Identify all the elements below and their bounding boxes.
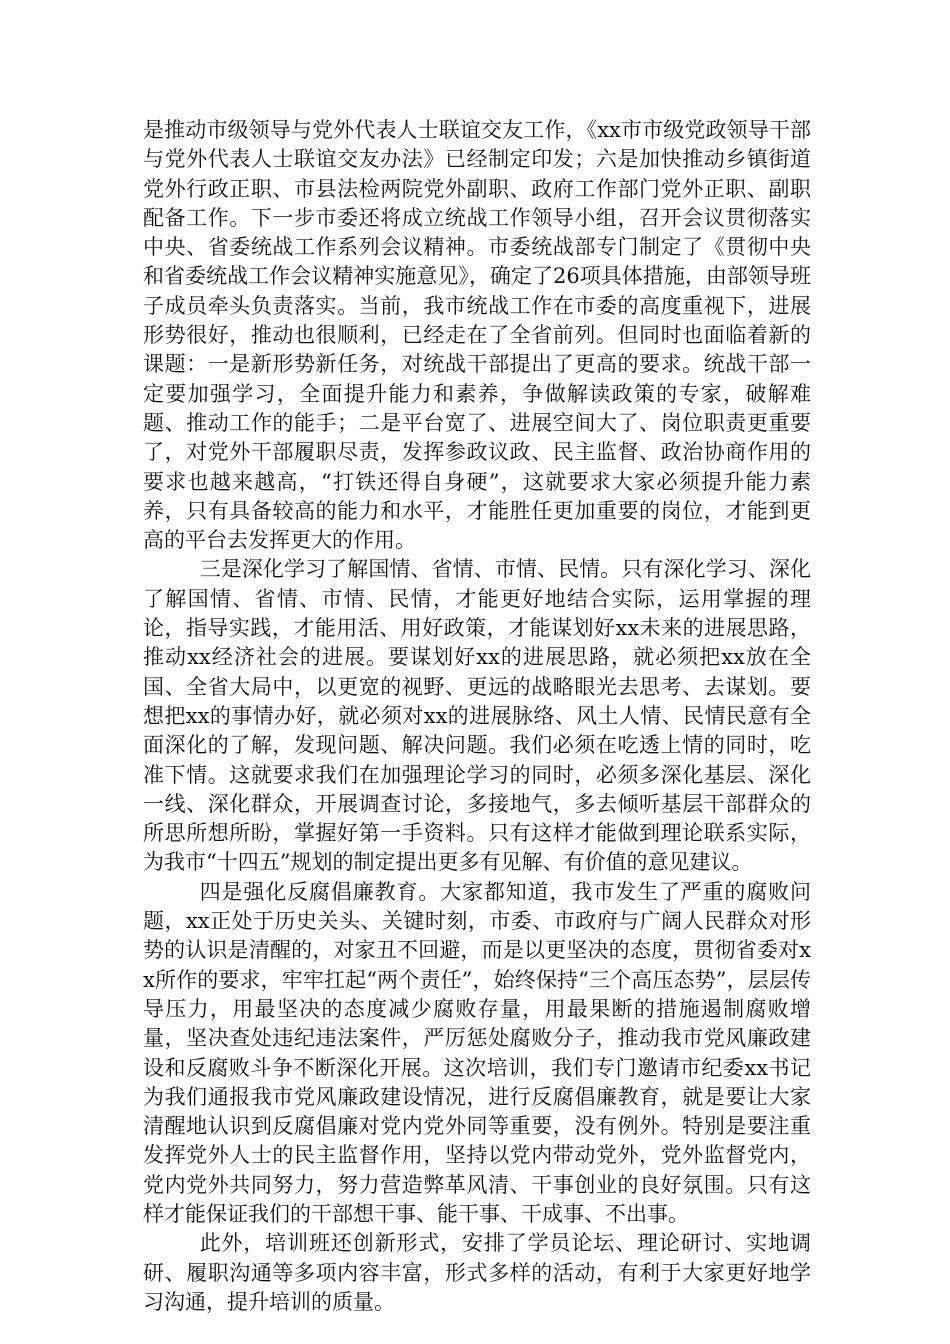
paragraph-continuation: 是推动市级领导与党外代表人士联谊交友工作，《xx市市级党政领导干部与党外代表人士联谊交友办法》已经制定印发；六是加快推动乡镇街道党外行政正职、市县法检两院党外副职、政府工作部门党外正职、副职配备工作。下一步市委还将成立统战工作领导小组，召开会议贯彻落实中央、省委统战工作系列会议精神。市委统战部专门制定了《贯彻中央和省委统战工作会议精神实施意见》，确定了26项具体措施，由部领导班子成员牵头负责落实。当前，我市统战工作在市委的高度重视下，进展形势很好，推动也很顺利，已经走在了全省前列。但同时也面临着新的课题：一是新形势新任务，对统战干部提出了更高的要求。统战干部一定要加强学习，全面提升能力和素养，争做解读政策的专家，破解难题、推动工作的能手；二是平台宽了、进展空间大了、岗位职责更重要了，对党外干部履职尽责，发挥参政议政、民主监督、政治协商作用的要求也越来越高，“打铁还得自身硬”，这就要求大家必须提升能力素养，只有具备较高的能力和水平，才能胜任更加重要的岗位，才能到更高的平台去发挥更大的作用。 (143, 118, 811, 553)
document-body (143, 116, 811, 1317)
paragraph-additionally: 此外，培训班还创新形式，安排了学员论坛、理论研讨、实地调研、履职沟通等多项内容丰富，形式多样的活动，有利于大家更好地学习沟通，提升培训的质量。 (143, 1231, 811, 1314)
paragraph-point-three: 三是深化学习了解国情、省情、市情、民情。只有深化学习、深化了解国情、省情、市情、民情，才能更好地结合实际，运用掌握的理论，指导实践，才能用活、用好政策，才能谋划好xx未来的进展思路，推动xx经济社会的进展。要谋划好xx的进展思路，就必须把xx放在全国、全省大局中，以更宽的视野、更远的战略眼光去思考、去谋划。要想把xx的事情办好，就必须对xx的进展脉络、风土人情、民情民意有全面深化的了解，发现问题、解决问题。我们必须在吃透上情的同时，吃准下情。这就要求我们在加强理论学习的同时，必须多深化基层、深化一线、深化群众，开展调查讨论，多接地气，多去倾听基层干部群众的所思所想所盼，掌握好第一手资料。只有这样才能做到理论联系实际，为我市“十四五”规划的制定提出更多有见解、有价值的意见建议。 (143, 557, 811, 875)
paragraph-point-four: 四是强化反腐倡廉教育。大家都知道，我市发生了严重的腐败问题，xx正处于历史关头、关键时刻，市委、市政府与广阔人民群众对形势的认识是清醒的，对家丑不回避，而是以更坚决的态度，贯彻省委对xx所作的要求，牢牢扛起“两个责任”，始终保持“三个高压态势”，层层传导压力，用最坚决的态度减少腐败存量，用最果断的措施遏制腐败增量，坚决查处违纪违法案件，严厉惩处腐败分子，推动我市党风廉政建设和反腐败斗争不断深化开展。这次培训，我们专门邀请市纪委xx书记为我们通报我市党风廉政建设情况，进行反腐倡廉教育，就是要让大家清醒地认识到反腐倡廉对党内党外同等重要，没有例外。特别是要注重发挥党外人士的民主监督作用，坚持以党内带动党外，党外监督党内，党内党外共同努力，努力营造弊革风清、干事创业的良好氛围。只有这样才能保证我们的干部想干事、能干事、干成事、不出事。 (143, 879, 811, 1226)
